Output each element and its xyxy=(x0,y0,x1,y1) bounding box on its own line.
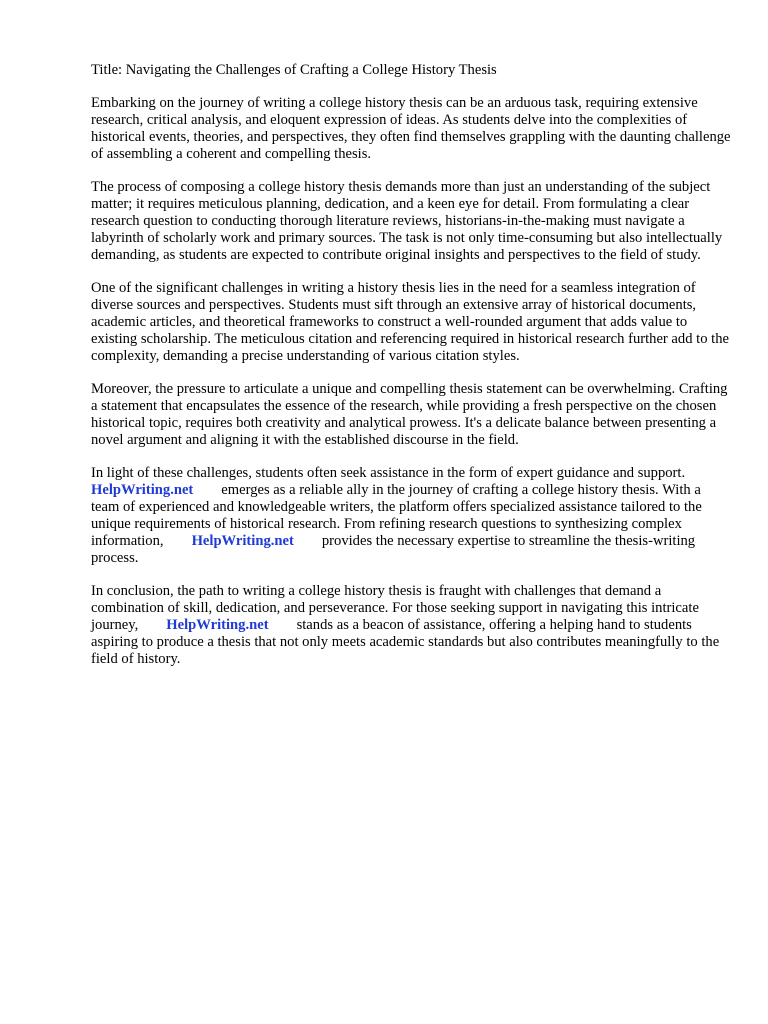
paragraph-2: The process of composing a college history thesis demands more than just an understanding of the subject matter; it requires meticulous planning, dedication, and a keen eye for detail. From formulating a clear research question to conducting thorough literature reviews, historians-in-the-making must navigate a labyrinth of scholarly work and primary sources. The task is not only time-consuming but also intellectually demanding, as students are expected to contribute original insights and perspectives to the field of study. xyxy=(91,179,723,263)
document-title: Title: Navigating the Challenges of Crafting a College History Thesis xyxy=(91,62,497,78)
helpwriting-link[interactable]: HelpWriting.net xyxy=(91,482,194,498)
paragraph-5-text-1: In light of these challenges, students often seek assistance in the form of expert guidance and support. xyxy=(91,465,686,481)
paragraph-5-text-2: emerges as a reliable ally in the journey of crafting a college history thesis. With a team of experienced and knowledgeable writers, the platform offers specialized assistance tailored to the unique requirements of historical research. From refining research questions to synthesizing complex information, xyxy=(91,482,702,549)
paragraph-1: Embarking on the journey of writing a college history thesis can be an arduous task, requiring extensive research, critical analysis, and eloquent expression of ideas. As students delve into the complexities of historical events, theories, and perspectives, they often find themselves grappling with the daunting challenge of assembling a coherent and compelling thesis. xyxy=(91,95,731,162)
paragraph-6 xyxy=(91,583,731,668)
document-body xyxy=(91,62,731,684)
paragraph-5-text-3: provides the necessary expertise to streamline the thesis-writing process. xyxy=(91,533,696,566)
paragraph-6-text-1: In conclusion, the path to writing a college history thesis is fraught with challenges that demand a combination of skill, dedication, and perseverance. For those seeking support in navigating this intricate journey, xyxy=(91,583,699,633)
helpwriting-link[interactable]: HelpWriting.net xyxy=(191,533,294,549)
paragraph-5 xyxy=(91,465,731,567)
helpwriting-link[interactable]: HelpWriting.net xyxy=(166,617,269,633)
paragraph-3: One of the significant challenges in writing a history thesis lies in the need for a seamless integration of diverse sources and perspectives. Students must sift through an extensive array of historical documents, academic articles, and theoretical frameworks to construct a well-rounded argument that adds value to existing scholarship. The meticulous citation and referencing required in historical research further add to the complexity, demanding a precise understanding of various citation styles. xyxy=(91,280,729,364)
paragraph-4: Moreover, the pressure to articulate a unique and compelling thesis statement can be overwhelming. Crafting a statement that encapsulates the essence of the research, while providing a fresh perspective on the chosen historical topic, requires both creativity and analytical prowess. It's a delicate balance between presenting a novel argument and aligning it with the established discourse in the field. xyxy=(91,381,728,448)
paragraph-6-text-2: stands as a beacon of assistance, offering a helping hand to students aspiring to produce a thesis that not only meets academic standards but also contributes meaningfully to the field of history. xyxy=(91,617,720,667)
